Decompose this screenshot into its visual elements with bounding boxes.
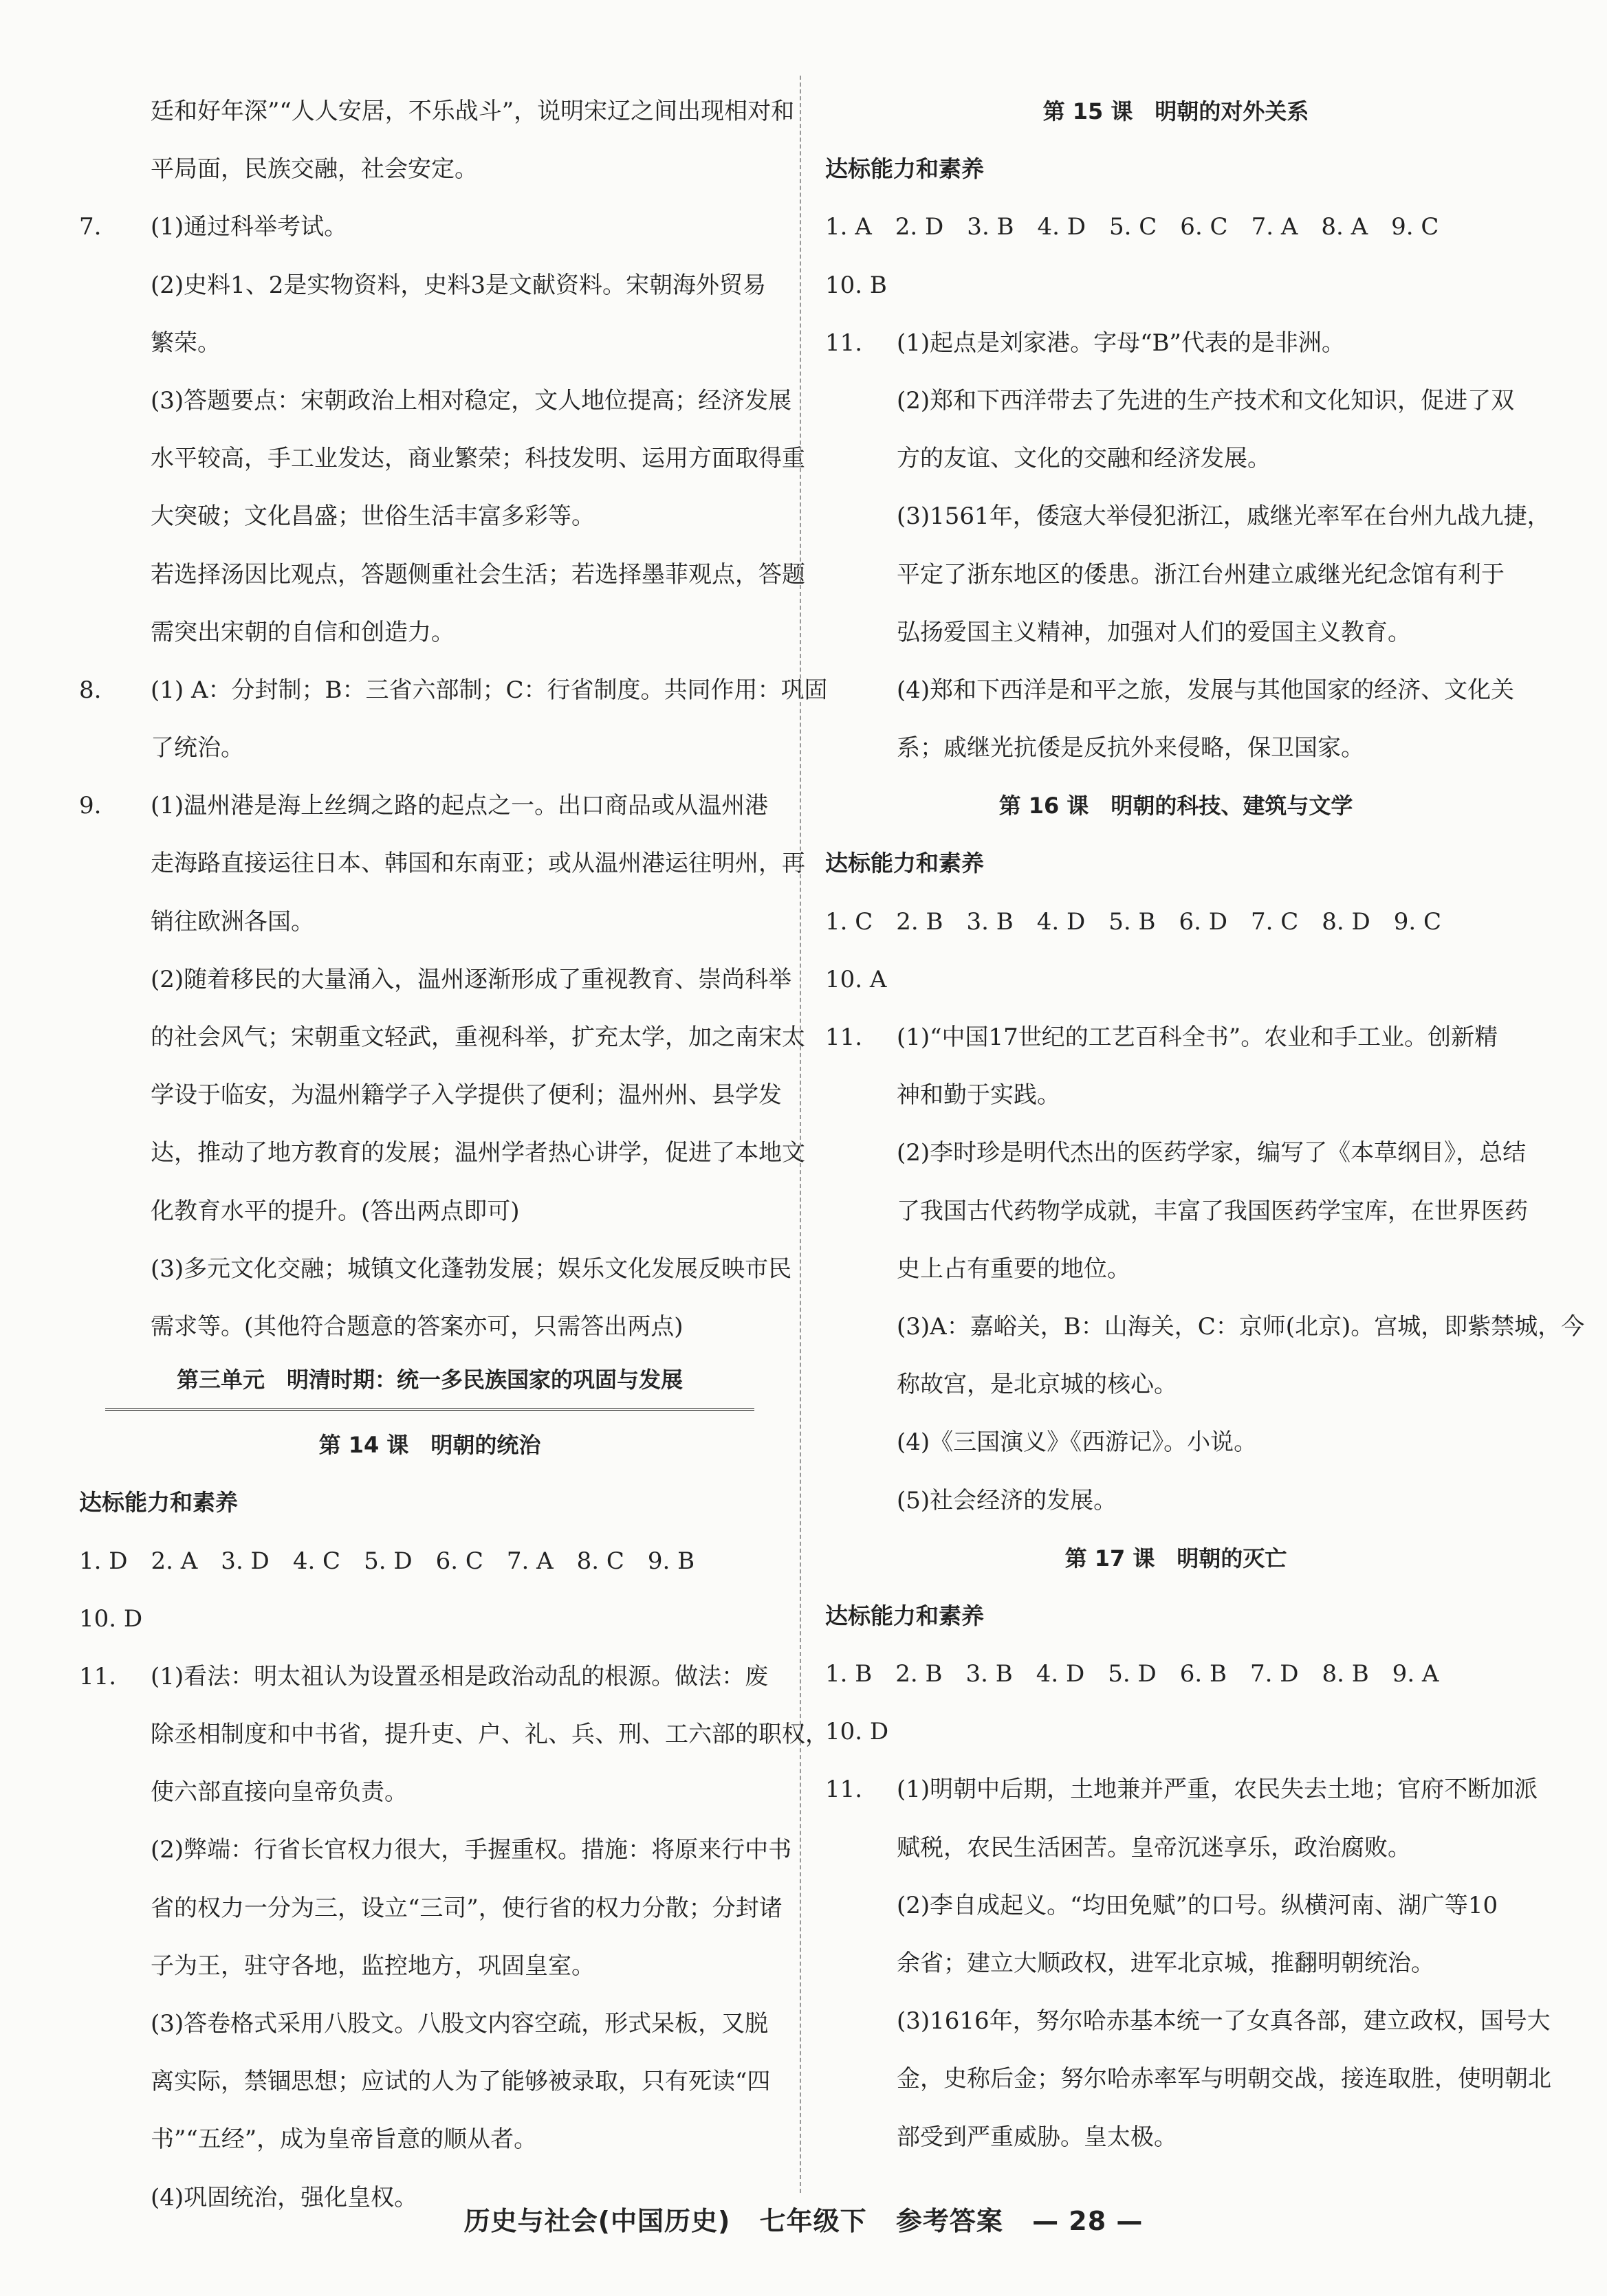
answer-line: 平局面，民族交融，社会安定。 bbox=[151, 155, 478, 184]
page-number: — 28 — bbox=[1032, 2206, 1144, 2236]
question-number: 11. bbox=[79, 1662, 117, 1690]
answer-text: (1)看法：明太祖认为设置丞相是政治动乱的根源。做法：废 bbox=[151, 1662, 769, 1690]
footer-label: 参考答案 bbox=[895, 2206, 1003, 2236]
answer-line: 水平较高，手工业发达，商业繁荣；科技发明、运用方面取得重 bbox=[151, 445, 805, 473]
lesson-title: 第 17 课 明朝的灭亡 bbox=[1064, 1545, 1287, 1571]
question-number: 11. bbox=[825, 329, 863, 357]
choice-answers: 10. B bbox=[825, 271, 887, 299]
question-line bbox=[79, 1648, 780, 1706]
right-column bbox=[825, 82, 1585, 2166]
answer-line: 除丞相制度和中书省，提升吏、户、礼、兵、刑、工六部的职权， bbox=[151, 1721, 829, 1749]
answer-line: (2)随着移民的大量涌入，温州逐渐形成了重视教育、崇尚科举 bbox=[151, 965, 792, 993]
footer-subject: 历史与社会(中国历史) bbox=[463, 2206, 731, 2236]
choice-answers: 1. A 2. D 3. B 4. D 5. C 6. C 7. A 8. A 9. C bbox=[825, 213, 1439, 241]
question-line bbox=[79, 777, 780, 835]
answer-line: 史上占有重要的地位。 bbox=[897, 1255, 1130, 1283]
answer-line: (4)郑和下西洋是和平之旅，发展与其他国家的经济、文化关 bbox=[897, 676, 1515, 704]
answer-line: 部受到严重威胁。皇太极。 bbox=[897, 2123, 1177, 2151]
lesson-title: 第 15 课 明朝的对外关系 bbox=[1042, 98, 1309, 124]
answer-line: 省的权力一分为三，设立“三司”，使行省的权力分散；分封诸 bbox=[151, 1894, 783, 1922]
section-heading: 达标能力和素养 bbox=[825, 1602, 984, 1629]
question-number: 9. bbox=[79, 792, 102, 820]
question-line bbox=[825, 314, 1527, 372]
answer-line: 繁荣。 bbox=[151, 329, 221, 357]
answer-line: 书”“五经”，成为皇帝旨意的顺从者。 bbox=[151, 2126, 538, 2154]
lesson-title: 第 16 课 明朝的科技、建筑与文学 bbox=[998, 793, 1353, 819]
answer-line: 平定了浙东地区的倭患。浙江台州建立戚继光纪念馆有利于 bbox=[897, 560, 1505, 588]
answer-line: (2)史料1、2是实物资料，史料3是文献资料。宋朝海外贸易 bbox=[151, 271, 767, 299]
choice-answers: 10. D bbox=[79, 1604, 143, 1633]
column-divider bbox=[800, 76, 801, 2193]
section-heading: 达标能力和素养 bbox=[825, 155, 984, 183]
answer-line: 若选择汤因比观点，答题侧重社会生活；若选择墨菲观点，答题 bbox=[151, 560, 805, 588]
answer-line: (2)郑和下西洋带去了先进的生产技术和文化知识，促进了双 bbox=[897, 386, 1515, 415]
question-line bbox=[79, 661, 828, 719]
answer-text: (1) A：分封制；B：三省六部制；C：行省制度。共同作用：巩固 bbox=[151, 676, 828, 704]
lesson-title: 第 14 课 明朝的统治 bbox=[318, 1432, 541, 1459]
left-column bbox=[79, 82, 829, 2227]
answer-line: 赋税，农民生活困苦。皇帝沉迷享乐，政治腐败。 bbox=[897, 1833, 1411, 1862]
answer-line: (3)多元文化交融；城镇文化蓬勃发展；娱乐文化发展反映市民 bbox=[151, 1255, 792, 1283]
answer-text: (1)通过科举考试。 bbox=[151, 213, 348, 241]
answer-line: 了我国古代药物学成就，丰富了我国医药学宝库，在世界医药 bbox=[897, 1197, 1528, 1225]
answer-line: 销往欧洲各国。 bbox=[151, 907, 314, 936]
answer-line: 使六部直接向皇帝负责。 bbox=[151, 1778, 408, 1807]
page-footer bbox=[0, 2200, 1607, 2238]
section-heading: 达标能力和素养 bbox=[79, 1489, 238, 1516]
answer-line: 达，推动了地方教育的发展；温州学者热心讲学，促进了本地文 bbox=[151, 1139, 805, 1167]
answer-line: 学设于临安，为温州籍学子入学提供了便利；温州州、县学发 bbox=[151, 1081, 782, 1110]
answer-line: (2)弊端：行省长官权力很大，手握重权。措施：将原来行中书 bbox=[151, 1836, 792, 1864]
question-line bbox=[825, 1008, 1527, 1066]
answer-line: 子为王，驻守各地，监控地方，巩固皇室。 bbox=[151, 1952, 595, 1980]
answer-line: (3)A：嘉峪关，B：山海关，C：京师(北京)。宫城，即紫禁城，今 bbox=[897, 1312, 1585, 1340]
answer-line: (3)1616年，努尔哈赤基本统一了女真各部，建立政权，国号大 bbox=[897, 2007, 1551, 2035]
answer-line: 系；戚继光抗倭是反抗外来侵略，保卫国家。 bbox=[897, 734, 1364, 762]
answer-line: 廷和好年深”“人人安居，不乐战斗”，说明宋辽之间出现相对和 bbox=[151, 98, 795, 125]
answer-line: 了统治。 bbox=[151, 734, 244, 762]
answer-line: (3)答卷格式采用八股文。八股文内容空疏，形式呆板，又脱 bbox=[151, 2010, 769, 2038]
answer-text: (1)“中国17世纪的工艺百科全书”。农业和手工业。创新精 bbox=[897, 1024, 1498, 1051]
question-number: 11. bbox=[825, 1024, 863, 1051]
answer-line: 的社会风气；宋朝重文轻武，重视科举，扩充太学，加之南宋太 bbox=[151, 1024, 805, 1051]
answer-line: (5)社会经济的发展。 bbox=[897, 1486, 1117, 1514]
choice-answers: 10. A bbox=[825, 965, 887, 993]
answer-line: (3)答题要点：宋朝政治上相对稳定，文人地位提高；经济发展 bbox=[151, 386, 792, 415]
answer-text: (1)温州港是海上丝绸之路的起点之一。出口商品或从温州港 bbox=[151, 792, 769, 820]
answer-line: 化教育水平的提升。(答出两点即可) bbox=[151, 1197, 520, 1225]
answer-line: 称故宫，是北京城的核心。 bbox=[897, 1371, 1177, 1399]
answer-line: (4)巩固统治，强化皇权。 bbox=[151, 2183, 418, 2211]
question-number: 11. bbox=[825, 1776, 863, 1804]
choice-answers: 10. D bbox=[825, 1718, 889, 1746]
unit-title: 第三单元 明清时期：统一多民族国家的巩固与发展 bbox=[105, 1356, 754, 1411]
answer-line: (2)李时珍是明代杰出的医药学家，编写了《本草纲目》，总结 bbox=[897, 1139, 1527, 1167]
answer-line: 离实际，禁锢思想；应试的人为了能够被录取，只有死读“四 bbox=[151, 2068, 771, 2096]
answer-text: (1)起点是刘家港。字母“B”代表的是非洲。 bbox=[897, 329, 1345, 357]
question-line bbox=[79, 198, 780, 256]
answer-line: 神和勤于实践。 bbox=[897, 1081, 1060, 1110]
choice-answers: 1. D 2. A 3. D 4. C 5. D 6. C 7. A 8. C 9. B bbox=[79, 1547, 695, 1575]
answer-line: 需突出宋朝的自信和创造力。 bbox=[151, 618, 455, 646]
footer-grade: 七年级下 bbox=[759, 2206, 867, 2236]
question-number: 7. bbox=[79, 213, 102, 241]
answer-line: 方的友谊、文化的交融和经济发展。 bbox=[897, 445, 1271, 473]
answer-line: (4)《三国演义》《西游记》。小说。 bbox=[897, 1428, 1258, 1457]
answer-line: 金，史称后金；努尔哈赤率军与明朝交战，接连取胜，使明朝北 bbox=[897, 2065, 1551, 2093]
question-line bbox=[825, 1760, 1538, 1818]
choice-answers: 1. B 2. B 3. B 4. D 5. D 6. B 7. D 8. B 9. A bbox=[825, 1660, 1439, 1688]
section-heading: 达标能力和素养 bbox=[825, 850, 984, 877]
answer-line: (2)李自成起义。“均田免赋”的口号。纵横河南、湖广等10 bbox=[897, 1891, 1498, 1919]
answer-line: 大突破；文化昌盛；世俗生活丰富多彩等。 bbox=[151, 503, 595, 531]
answer-line: (3)1561年，倭寇大举侵犯浙江，戚继光率军在台州九战九捷， bbox=[897, 503, 1551, 531]
choice-answers: 1. C 2. B 3. B 4. D 5. B 6. D 7. C 8. D 9. C bbox=[825, 907, 1442, 936]
answer-line: 弘扬爱国主义精神，加强对人们的爱国主义教育。 bbox=[897, 618, 1411, 646]
question-number: 8. bbox=[79, 676, 102, 704]
answer-line: 余省；建立大顺政权，进军北京城，推翻明朝统治。 bbox=[897, 1950, 1434, 1977]
answer-text: (1)明朝中后期，土地兼并严重，农民失去土地；官府不断加派 bbox=[897, 1776, 1538, 1804]
answer-line: 走海路直接运往日本、韩国和东南亚；或从温州港运往明州，再 bbox=[151, 850, 805, 878]
answer-line: 需求等。(其他符合题意的答案亦可，只需答出两点) bbox=[151, 1312, 684, 1340]
